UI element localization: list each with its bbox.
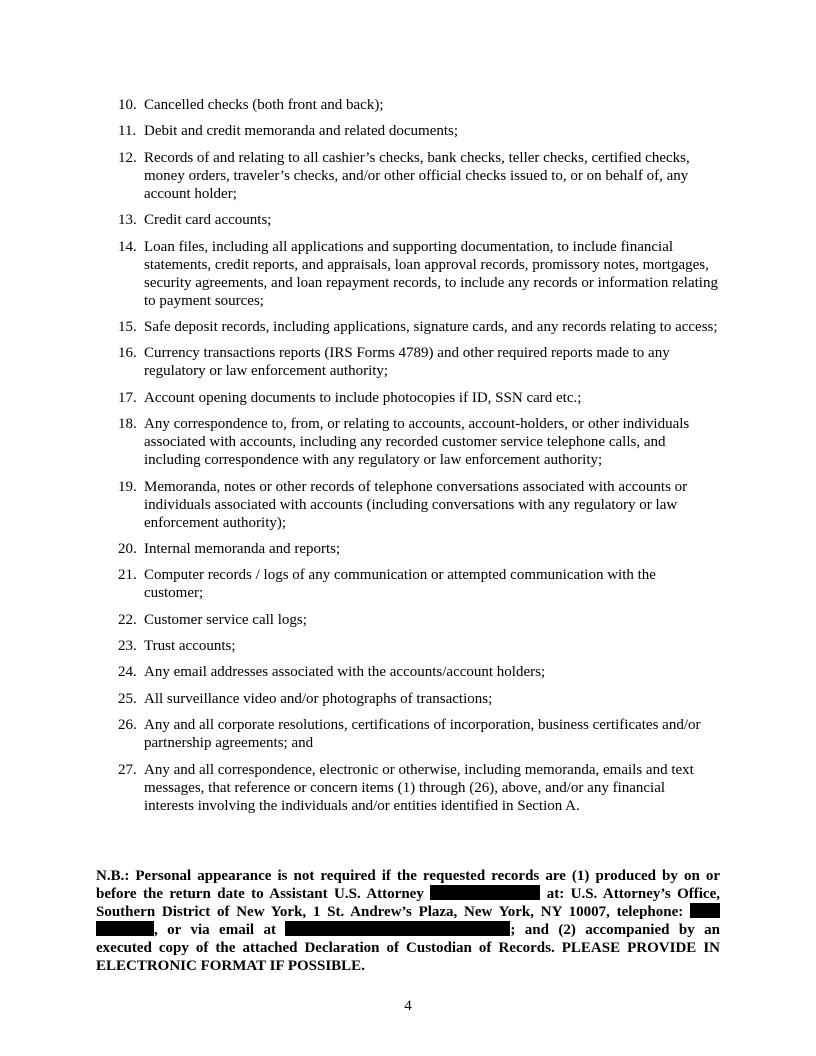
list-item <box>118 540 718 558</box>
list-item <box>118 318 718 336</box>
item-number: 17. <box>118 389 137 406</box>
item-number: 19. <box>118 478 137 495</box>
item-text: Internal memoranda and reports; <box>144 540 341 557</box>
list-item <box>118 149 718 203</box>
list-item <box>118 663 718 681</box>
item-text: Currency transactions reports (IRS Forms 4789) and other required reports made to any regulatory or law enforcement authority; <box>144 345 670 380</box>
item-text: Any and all correspondence, electronic or otherwise, including memoranda, emails and text messages, that reference or concern items (1) through (26), above, and/or any financial interests involving the individuals and/or entities identified in Section A. <box>144 761 694 814</box>
list-item <box>118 344 718 380</box>
list-item <box>118 690 718 708</box>
notice-text-4: ; and (2) accompanied by an executed copy of the attached Declaration of Custodian of Records. PLEASE PROVIDE IN ELECTRONIC FORMAT IF POSSIBLE. <box>96 922 720 974</box>
item-number: 22. <box>118 611 137 628</box>
item-number: 11. <box>118 123 137 140</box>
notice-paragraph <box>96 867 720 975</box>
item-text: Computer records / logs of any communication or attempted communication with the customer; <box>144 567 656 602</box>
item-number: 20. <box>118 540 137 557</box>
records-list <box>118 96 718 823</box>
item-text: Debit and credit memoranda and related documents; <box>144 123 459 140</box>
item-text: Credit card accounts; <box>144 212 272 229</box>
item-text: Cancelled checks (both front and back); <box>144 97 384 113</box>
list-item <box>118 211 718 229</box>
list-item <box>118 415 718 469</box>
item-number: 23. <box>118 638 137 655</box>
item-text: Any and all corporate resolutions, certifications of incorporation, business certificates and/or partnership agreements; and <box>144 717 701 752</box>
redaction-box <box>690 903 720 918</box>
item-text: Records of and relating to all cashier’s checks, bank checks, teller checks, certified checks, money orders, traveler’s checks, and/or other official checks issued to, or on behalf of, any account holder; <box>144 149 690 202</box>
item-text: Any email addresses associated with the accounts/account holders; <box>144 664 546 681</box>
redaction-box <box>285 921 510 936</box>
item-number: 10. <box>118 97 137 113</box>
list-item <box>118 122 718 140</box>
item-number: 14. <box>118 238 137 255</box>
list-item <box>118 761 718 815</box>
item-number: 24. <box>118 664 137 681</box>
item-text: Trust accounts; <box>144 638 236 655</box>
item-number: 13. <box>118 212 137 229</box>
list-item <box>118 611 718 629</box>
list-item <box>118 637 718 655</box>
item-number: 12. <box>118 149 137 166</box>
item-number: 18. <box>118 416 137 433</box>
item-number: 26. <box>118 717 137 734</box>
item-text: Safe deposit records, including applications, signature cards, and any records relating to access; <box>144 318 718 335</box>
notice-text-2: at: U.S. Attorney’s Office, Southern District of New York, 1 St. Andrew’s Plaza, New York, NY 10007, telephone: <box>96 886 720 920</box>
item-text: Memoranda, notes or other records of telephone conversations associated with accounts or individuals associated with accounts (including conversations with any regulatory or law enforcement authority); <box>144 478 688 531</box>
notice-text-3: , or via email at <box>154 922 276 938</box>
list-item <box>118 478 718 532</box>
list-item <box>118 566 718 602</box>
item-text: Account opening documents to include photocopies if ID, SSN card etc.; <box>144 389 582 406</box>
item-text: Loan files, including all applications and supporting documentation, to include financial statements, credit reports, and appraisals, loan approval records, promissory notes, mortgages, security agreements, and loan repayment records, to include any records or information relating to payment sources; <box>144 238 718 309</box>
list-item <box>118 238 718 310</box>
item-number: 15. <box>118 318 137 335</box>
item-number: 27. <box>118 761 137 778</box>
item-text: Any correspondence to, from, or relating to accounts, account-holders, or other individuals associated with accounts, including any recorded customer service telephone calls, and including correspondence with any regulatory or law enforcement authority; <box>144 416 690 469</box>
list-item <box>118 389 718 407</box>
list-item <box>118 716 718 752</box>
item-number: 16. <box>118 345 137 362</box>
page-number: 4 <box>404 998 412 1014</box>
item-text: Customer service call logs; <box>144 611 307 628</box>
item-text: All surveillance video and/or photographs of transactions; <box>144 690 493 707</box>
list-item <box>118 96 718 114</box>
item-number: 21. <box>118 567 137 584</box>
redaction-box <box>96 921 154 936</box>
redaction-box <box>430 885 540 900</box>
item-number: 25. <box>118 690 137 707</box>
notice-text-1: N.B.: Personal appearance is not required if the requested records are (1) produced by on or before the return date to Assistant U.S. Attorney <box>96 868 720 902</box>
